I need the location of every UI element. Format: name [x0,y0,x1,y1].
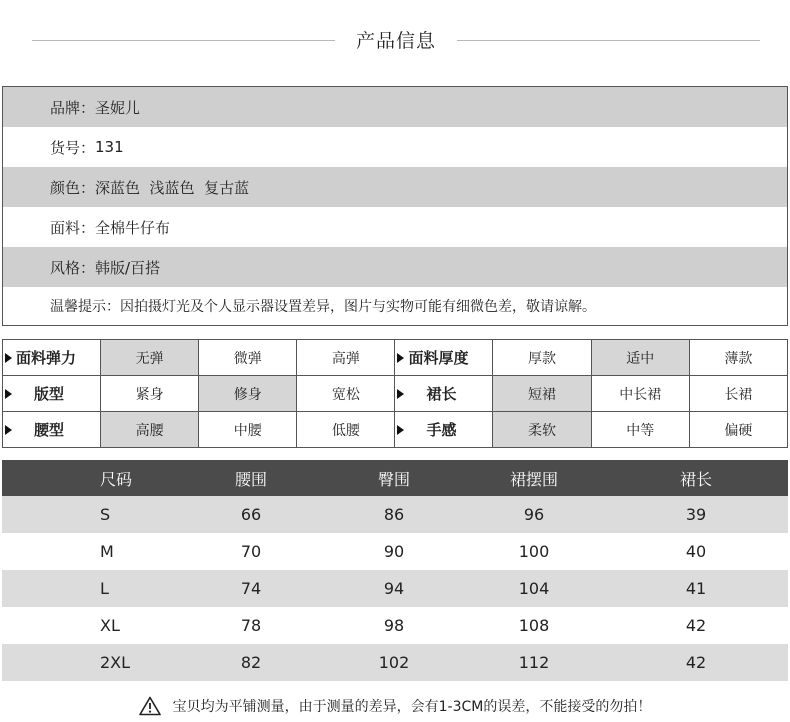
table-cell: 94 [324,570,464,607]
table-cell: 102 [324,644,464,681]
attribute-option-selected: 柔软 [493,412,591,448]
table-cell: 98 [383,616,405,635]
column-header: 裙摆围 [464,460,604,496]
table-cell: 112 [464,644,604,681]
attribute-option: 偏硬 [689,412,787,448]
attribute-option: 厚款 [493,340,591,376]
info-row-item-number [3,127,787,167]
info-value: 全棉牛仔布 [95,218,171,237]
info-row-color [3,167,787,207]
info-value: 131 [95,138,124,156]
section-title: 产品信息 [355,30,436,52]
table-row [2,533,788,570]
attribute-option-selected: 短裙 [493,376,591,412]
table-cell: 82 [178,644,324,681]
attribute-label: 手感 [395,412,493,448]
attribute-option: 中等 [591,412,689,448]
attribute-label: 面料厚度 [395,340,493,376]
attribute-label: 版型 [3,376,101,412]
product-info-panel [2,86,788,326]
info-label: 颜色： [50,178,96,197]
attribute-label: 面料弹力 [3,340,101,376]
info-row-brand [3,87,787,127]
table-row [2,496,788,533]
triangle-right-icon [5,425,12,435]
table-cell: 74 [178,570,324,607]
info-label: 货号： [50,138,96,157]
info-row-style [3,247,787,287]
table-cell: 90 [383,542,405,561]
attribute-label: 腰型 [3,412,101,448]
table-cell: 2XL [2,644,178,681]
table-cell: 42 [685,616,707,635]
table-cell: 40 [685,542,707,561]
attribute-option: 低腰 [297,412,395,448]
info-value: 韩版/百搭 [95,258,161,277]
attribute-option: 长裙 [689,376,787,412]
table-cell: 39 [604,496,788,533]
triangle-right-icon [397,425,404,435]
info-label: 面料： [50,218,96,237]
table-cell: 108 [518,616,550,635]
attribute-option-selected: 无弹 [101,340,199,376]
table-cell: 78 [240,616,262,635]
info-label: 品牌： [50,98,96,117]
table-cell: 86 [324,496,464,533]
attribute-row [3,412,788,448]
size-table [2,460,788,681]
attribute-option: 微弹 [199,340,297,376]
table-cell: S [2,496,178,533]
table-cell: 66 [178,496,324,533]
attribute-label: 裙长 [395,376,493,412]
attribute-option-selected: 修身 [199,376,297,412]
table-cell: 100 [518,542,550,561]
measurement-note-text: 宝贝均为平铺测量，由于测量的差异，会有1-3CM的误差，不能接受的勿拍！ [172,699,652,715]
table-cell: 41 [604,570,788,607]
column-header: 裙长 [604,460,788,496]
triangle-right-icon [397,353,404,363]
table-cell: 96 [464,496,604,533]
table-row [2,644,788,681]
attribute-row [3,340,788,376]
attribute-option-selected: 高腰 [101,412,199,448]
info-note: 温馨提示：因拍摄灯光及个人显示器设置差异，图片与实物可能有细微色差，敬请谅解。 [50,299,596,315]
table-cell: 42 [604,644,788,681]
info-value: 深蓝色 浅蓝色 复古蓝 [95,178,250,197]
column-header: 腰围 [178,460,324,496]
table-cell: M [100,542,114,561]
column-header: 尺码 [2,460,178,496]
triangle-right-icon [5,389,12,399]
column-header: 臀围 [324,460,464,496]
attribute-option: 中长裙 [591,376,689,412]
attribute-option: 中腰 [199,412,297,448]
attribute-option: 紧身 [101,376,199,412]
attribute-option: 宽松 [297,376,395,412]
warning-icon [139,696,161,716]
attribute-option: 高弹 [297,340,395,376]
header-divider-right [457,40,760,41]
info-label: 风格： [50,258,96,277]
section-header [0,20,790,60]
table-cell: 70 [240,542,262,561]
table-row [2,570,788,607]
size-table-header [2,460,788,496]
header-divider-left [32,40,335,41]
triangle-right-icon [5,353,12,363]
measurement-note [0,694,790,718]
attribute-option: 薄款 [689,340,787,376]
attribute-option-selected: 适中 [591,340,689,376]
table-cell: L [2,570,178,607]
table-cell: XL [100,616,120,635]
table-cell: 104 [464,570,604,607]
triangle-right-icon [397,389,404,399]
attribute-row [3,376,788,412]
info-value: 圣妮儿 [95,98,141,117]
info-row-fabric [3,207,787,247]
table-row [2,607,788,644]
attribute-grid [2,339,788,448]
